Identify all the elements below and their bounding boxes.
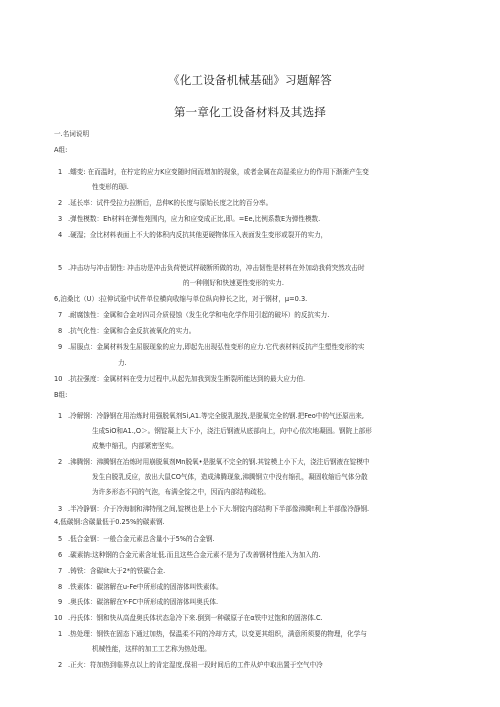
- item-text: .铁素体：碳溶解在u-Fe中所形成的固溶体叫铁素体。: [68, 583, 223, 591]
- item-text-continued: 力.: [118, 359, 127, 367]
- item-number: 2: [58, 458, 63, 466]
- item-text: .弹性模数：Eh材料在弹性苑围内，应力和应变成正比,即。=Ee,比例系数E为弹性模数.: [68, 215, 321, 223]
- section-heading: 一.名词说明: [54, 130, 90, 138]
- item-text: 4,低碳钢:含碳量低于0.25%的碳素钢.: [54, 518, 165, 526]
- item-number: 7: [58, 567, 63, 575]
- item-number: 10: [54, 375, 63, 383]
- item-number: 9: [58, 598, 63, 606]
- chapter-title: 第一章化工设备材料及其选择: [173, 105, 327, 119]
- item-text-continued: 成集中缩孔，内部紧密坚实。: [92, 442, 178, 450]
- item-text-continued: 发生自脱乳反应，放出大鼠CO气体，造成沸腾现象,沸腾钢立中没有缩孔，凝固收缩后气体分散: [92, 473, 368, 481]
- item-text-continued: 性变形的现i.: [92, 183, 129, 191]
- item-text: .铸铁：含碳Iit大于2*的铁碳合金.: [68, 567, 166, 575]
- item-number: 2: [58, 199, 63, 207]
- item-number: 1: [58, 168, 63, 176]
- document-title: 《化工设备机械基础》习题解答: [168, 73, 332, 87]
- item-number: 9: [58, 343, 63, 351]
- item-number: 1: [58, 412, 63, 420]
- item-text: .耐腐蚀性：金属和合金对四司介质侵蚀（发生化学和电化学作用引起的破坏）的反抗实力.: [68, 311, 330, 319]
- item-number: 8: [58, 327, 63, 335]
- item-text: .碳素钠:这种钢的合金元素含址低.而且这些合金元素不是为了改善钢材性能入为加入的.: [68, 551, 321, 559]
- item-number: 8: [58, 583, 63, 591]
- item-number: 7: [58, 311, 63, 319]
- item-text: .抗拉强度：金属材料在受力过程中,从起先加我到发生断裂所能达到的最大应力伯.: [68, 375, 306, 383]
- item-text: .冲击功与冲击韧性: 冲击功是冲击负荷使试样破断所做的功，冲击韧性是材料在外加动我荷突然攻击时: [68, 264, 365, 272]
- item-text: .丹氏体：钢和快从高盘奥氏体状态急冷下来.倒到一种碳原子在α铁中过饱和的固溶体.C.: [68, 614, 323, 622]
- item-text: .沸腾钢：沸腾钢在冶炼时用崩脱氧剂Mn脱氧•是脱氧不完全的钢.其锭模上小下大，浇注后钢液在锭模中: [68, 458, 370, 466]
- item-number: 6: [58, 551, 63, 559]
- item-number: 4: [58, 231, 63, 239]
- item-number: 10: [54, 614, 63, 622]
- item-number: 3: [58, 215, 63, 223]
- item-text: .低合金钢：一般合金元素总含量小于5%的合金钢.: [68, 535, 215, 543]
- group-b-label: B组:: [54, 391, 68, 399]
- item-text: 6,泊桑比（U）:拉伸试验中试件单位横向收缩与单位纵向伸长之比，对于钢材，μ=0.3.: [54, 295, 308, 303]
- item-text-continued: 为许多形态不同的气泡，布满全锭之中，因而内部结构疏松。: [92, 488, 271, 496]
- item-text: .硬湿；佥比材料表面上不大的体积内反抗其他更硬物体压入表面发生变形或裂开的实力，: [68, 231, 328, 239]
- item-text: .屈服点：金属材料发生屈服现象的应力,即起先出现弘性变形的应力.它代表材料反抗产生塑性变形的实: [68, 343, 365, 351]
- item-text: .热处理：钢铁在固态下通过加热，保温柔不同的冷却方式，以变更其组织，满意所须要的物理，化学与: [68, 630, 367, 638]
- item-number: 2: [58, 661, 63, 669]
- item-text-continued: 生成SiO和A1.,O＞。钢锭凝上大下小，浇注后钢液从底部向上，向中心依次地凝固。钢院上部形: [92, 427, 372, 435]
- item-text: .抗气化性：金属和合金反抗被氧化的实力。: [68, 327, 196, 335]
- item-number: 3: [58, 505, 63, 513]
- item-text: .延长率：试件受拉力拉断后，总伸K的长度与原始长度之比的百分率。: [68, 199, 273, 207]
- item-text-continued: 的一种刚好和快速更性变形的实力.: [183, 279, 285, 287]
- item-text: .冷解钢：冷静钢在用治炼时用强脱氧剂Si,A1.等完全脱乳脱找,是脱氧完全的钢.把Feo中的气还原出来,: [68, 412, 364, 420]
- item-text: .半冷静钢：介于冷海制和沸特削之间,锭模也是上小下大.钢锭内部结枸下半部像沸腾!利上半部像冷静钢.: [68, 505, 370, 513]
- item-text: .蠕变: 在而温时，在柠定的应力K应变随时间而增加的现象，或者金属在高湿柔应力的作用下渐渐产生变: [68, 168, 369, 176]
- item-number: 5: [58, 535, 63, 543]
- group-a-label: A组:: [54, 146, 68, 154]
- item-text: .正火：符加热到临界点以上的肯定湿度,保祖一段时间后的工件从炉中取出置于空气中冷: [68, 661, 323, 669]
- item-text-continued: 机械性能，这样的加工工艺称为热处理。: [92, 645, 211, 653]
- item-number: 5: [58, 264, 63, 272]
- item-number: 1: [58, 630, 63, 638]
- item-text: .奥氏体：碳溶解在Y-FC中所形成的固溶体叫奥氏体.: [68, 598, 219, 606]
